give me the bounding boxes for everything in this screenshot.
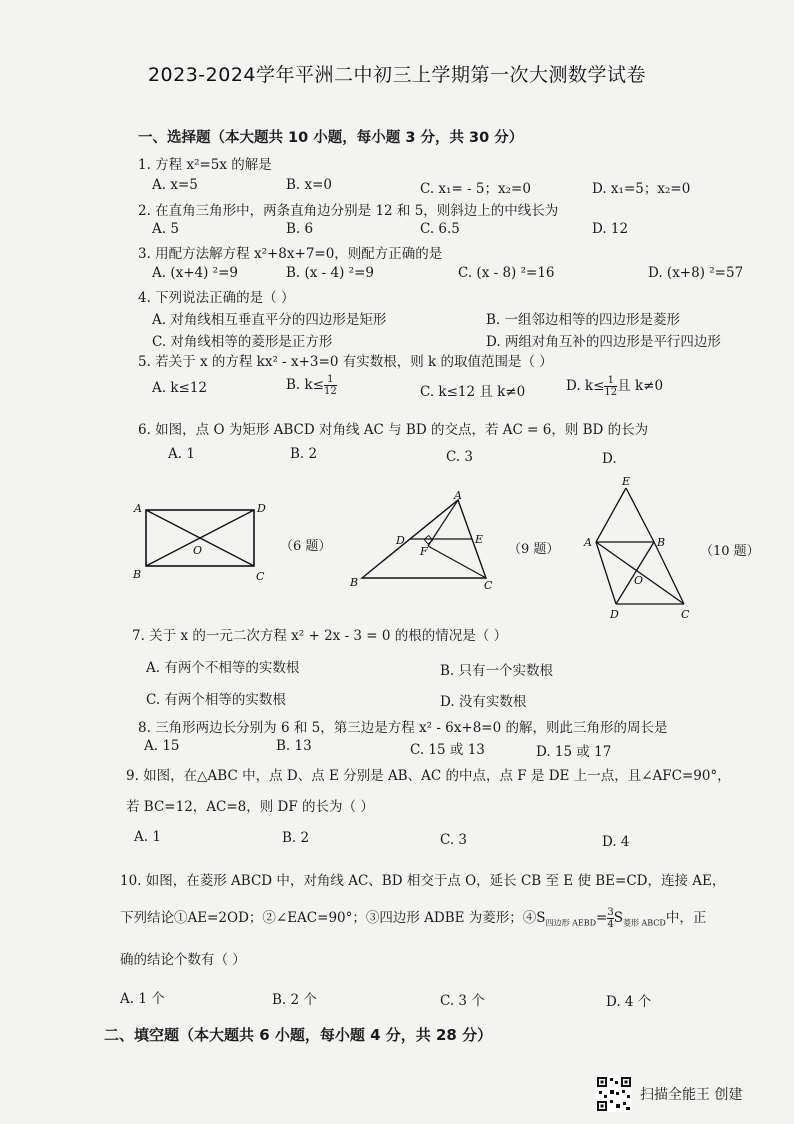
q9-option-d: D. 4: [602, 834, 630, 850]
q6-option-c: C. 3: [446, 449, 474, 465]
f9-label-c: C: [484, 579, 493, 590]
q10-option-c: C. 3 个: [440, 993, 485, 1009]
q2-option-a: A. 5: [152, 221, 179, 237]
q5-option-a: A. k≤12: [152, 380, 208, 396]
f9-label-e: E: [475, 533, 484, 546]
question-10-line-3: 确的结论个数有（ ）: [120, 952, 246, 968]
q3-option-d: D. (x+8) ²=57: [648, 265, 744, 281]
question-3: 3. 用配方法解方程 x²+8x+7=0，则配方正确的是: [138, 246, 443, 262]
f10-label-b: B: [657, 536, 666, 549]
question-10-line-1: 10. 如图，在菱形 ABCD 中，对角线 AC、BD 相交于点 O，延长 CB 至 E 使 BE=CD，连接 AE，: [120, 873, 726, 889]
f10-label-a: A: [584, 536, 592, 549]
q9-option-c: C. 3: [440, 832, 468, 848]
q2-option-b: B. 6: [286, 221, 314, 237]
q5-option-c: C. k≤12 且 k≠0: [420, 384, 526, 400]
q10-option-b: B. 2 个: [272, 992, 317, 1008]
q4-option-a: A. 对角线相互垂直平分的四边形是矩形: [152, 312, 387, 328]
f10-label-e: E: [622, 475, 631, 488]
fraction-one-twelfth: $\frac{1}{12}$: [324, 374, 337, 397]
q7-option-c: C. 有两个相等的实数根: [146, 692, 286, 708]
question-6: 6. 如图，点 O 为矩形 ABCD 对角线 AC 与 BD 的交点，若 AC = 6，则 BD 的长为: [138, 422, 649, 438]
q9-option-a: A. 1: [134, 829, 161, 845]
q4-option-b: B. 一组邻边相等的四边形是菱形: [486, 312, 681, 328]
f10-label-d: D: [610, 608, 619, 621]
q4-option-d: D. 两组对角互补的四边形是平行四边形: [486, 334, 721, 350]
question-4: 4. 下列说法正确的是（ ）: [138, 290, 295, 306]
q8-option-c: C. 15 或 13: [410, 742, 485, 758]
q10-option-d: D. 4 个: [606, 994, 652, 1010]
q6-option-d: D.: [602, 451, 617, 467]
q7-option-a: A. 有两个不相等的实数根: [146, 660, 300, 676]
fraction-one-twelfth: $\frac{1}{12}$: [604, 375, 618, 398]
q3-option-a: A. (x+4) ²=9: [152, 265, 238, 281]
q6-option-b: B. 2: [290, 446, 318, 462]
q10-option-a: A. 1 个: [120, 991, 165, 1007]
figure-6-rectangle: [128, 496, 278, 586]
f9-label-a: A: [454, 490, 462, 502]
question-10-line-2: 下列结论①AE=2OD；②∠EAC=90°；③四边形 ADBE 为菱形；$④S_{四边形 AEBD}=$ $\frac{3}{4}$ $S_{菱形 ABCD}$中，正: [120, 907, 707, 930]
section-2-heading: 二、填空题（本大题共 6 小题，每小题 4 分，共 28 分）: [104, 1026, 493, 1044]
q1-option-c: C. x₁= - 5；x₂=0: [420, 181, 531, 197]
f9-label-f: F: [420, 545, 428, 558]
f6-label-a: A: [134, 502, 142, 515]
question-5: 5. 若关于 x 的方程 kx² - x+3=0 有实数根，则 k 的取值范围是（ ）: [138, 354, 553, 370]
q7-option-d: D. 没有实数根: [440, 694, 527, 710]
q6-option-a: A. 1: [168, 446, 195, 462]
q9-option-b: B. 2: [282, 830, 310, 846]
qr-code-icon: [596, 1076, 632, 1112]
q5-option-b: B. k≤ $\frac{1}{12}$: [286, 374, 337, 397]
question-9-line-2: 若 BC=12，AC=8，则 DF 的长为（ ）: [126, 799, 374, 815]
figure-10-rhombus: [580, 472, 700, 622]
question-7: 7. 关于 x 的一元二次方程 x² + 2x - 3 = 0 的根的情况是（ ）: [132, 628, 508, 644]
question-1: 1. 方程 x²=5x 的解是: [138, 157, 272, 173]
f6-label-b: B: [133, 568, 142, 581]
section-1-heading: 一、选择题（本大题共 10 小题，每小题 3 分，共 30 分）: [138, 130, 524, 146]
q1-option-b: B. x=0: [286, 177, 333, 193]
q5-option-d: D. k≤ $\frac{1}{12}$ 且 k≠0: [566, 375, 664, 398]
question-9-line-1: 9. 如图，在△ABC 中，点 D、点 E 分别是 AB、AC 的中点，点 F 是 DE 上一点，且∠AFC=90°，: [126, 768, 731, 784]
f9-label-b: B: [350, 576, 359, 589]
figure-6-caption: （6 题）: [280, 539, 332, 554]
figure-9-caption: （9 题）: [508, 542, 560, 557]
q3-option-b: B. (x - 4) ²=9: [286, 265, 374, 281]
q4-option-c: C. 对角线相等的菱形是正方形: [152, 334, 333, 350]
q1-option-a: A. x=5: [152, 177, 198, 193]
q1-option-d: D. x₁=5；x₂=0: [592, 181, 691, 197]
f6-label-o: O: [193, 544, 203, 557]
q2-option-d: D. 12: [592, 221, 629, 237]
question-2: 2. 在直角三角形中，两条直角边分别是 12 和 5，则斜边上的中线长为: [138, 203, 559, 219]
f10-label-o: O: [634, 574, 644, 587]
question-8: 8. 三角形两边长分别为 6 和 5，第三边是方程 x² - 6x+8=0 的解，则此三角形的周长是: [138, 720, 668, 736]
f10-label-c: C: [681, 608, 690, 621]
f6-label-d: D: [257, 502, 266, 515]
f9-label-d: D: [396, 534, 405, 547]
q8-option-a: A. 15: [144, 738, 180, 754]
f6-label-c: C: [256, 570, 265, 583]
q8-option-b: B. 13: [276, 738, 312, 754]
scanner-watermark: 扫描全能王 创建: [640, 1087, 743, 1103]
figure-9-triangle: [344, 490, 504, 590]
figure-10-caption: （10 题）: [700, 544, 760, 559]
q8-option-d: D. 15 或 17: [536, 744, 612, 760]
q3-option-c: C. (x - 8) ²=16: [458, 265, 555, 281]
page-title: 2023-2024学年平洲二中初三上学期第一次大测数学试卷: [147, 64, 647, 86]
fraction-three-quarters: $\frac{3}{4}$: [607, 907, 614, 930]
q2-option-c: C. 6.5: [420, 221, 460, 237]
q7-option-b: B. 只有一个实数根: [440, 663, 554, 679]
